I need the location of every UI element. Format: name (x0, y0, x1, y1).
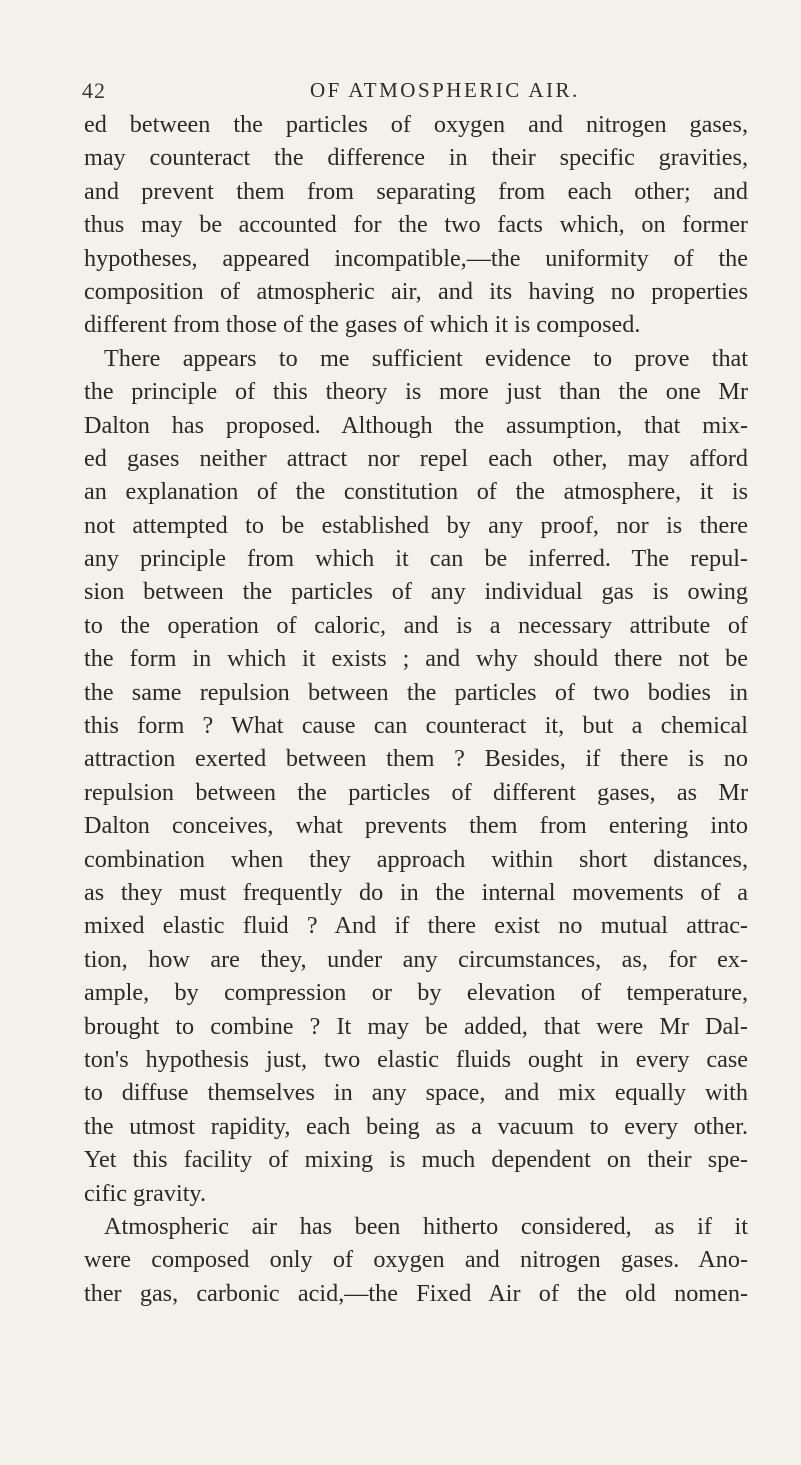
text-line: ton's hypothesis just, two elastic fluids ought in every case (84, 1045, 748, 1073)
text-line: and prevent them from separating from each other; and (84, 177, 748, 205)
text-line: combination when they approach within short distances, (84, 845, 748, 873)
text-line: an explanation of the constitution of the atmosphere, it is (84, 478, 748, 506)
text-line: Dalton conceives, what prevents them from entering into (84, 812, 748, 840)
text-line: not attempted to be established by any proof, nor is there (84, 511, 748, 539)
text-line: tion, how are they, under any circumstances, as, for ex- (84, 945, 748, 973)
text-line: to diffuse themselves in any space, and mix equally with (84, 1079, 748, 1107)
text-line: composition of atmospheric air, and its having no properties (84, 277, 748, 305)
text-line: the form in which it exists ; and why should there not be (84, 645, 748, 673)
text-line: Dalton has proposed. Although the assumption, that mix- (84, 411, 748, 439)
text-line: brought to combine ? It may be added, that were Mr Dal- (84, 1012, 748, 1040)
text-line: mixed elastic fluid ? And if there exist no mutual attrac- (84, 912, 748, 940)
text-line: were composed only of oxygen and nitrogen gases. Ano- (84, 1246, 748, 1274)
text-line: cific gravity. (84, 1179, 206, 1207)
text-line: the utmost rapidity, each being as a vacuum to every other. (84, 1112, 748, 1140)
text-line: ed gases neither attract nor repel each other, may afford (84, 444, 748, 472)
page-number: 42 (82, 78, 106, 103)
text-line: There appears to me sufficient evidence to prove that (104, 344, 748, 372)
text-line: hypotheses, appeared incompatible,—the uniformity of the (84, 244, 748, 272)
text-line: ample, by compression or by elevation of temperature, (84, 979, 748, 1007)
text-line: attraction exerted between them ? Besides, if there is no (84, 745, 748, 773)
body-text (84, 108, 748, 1310)
running-head-title: OF ATMOSPHERIC AIR. (310, 78, 580, 102)
text-line: Yet this facility of mixing is much dependent on their spe- (84, 1146, 748, 1174)
text-line: sion between the particles of any individual gas is owing (84, 578, 748, 606)
text-line: ther gas, carbonic acid,—the Fixed Air of the old nomen- (84, 1279, 748, 1307)
text-line: may counteract the difference in their specific gravities, (84, 144, 748, 172)
text-line: as they must frequently do in the internal movements of a (84, 878, 748, 906)
text-line: Atmospheric air has been hitherto considered, as if it (104, 1212, 748, 1240)
text-line: any principle from which it can be inferred. The repul- (84, 545, 748, 573)
text-line: the principle of this theory is more just than the one Mr (84, 378, 748, 406)
text-line: this form ? What cause can counteract it, but a chemical (84, 712, 748, 740)
text-line: the same repulsion between the particles of two bodies in (84, 678, 748, 706)
running-head (82, 78, 801, 108)
text-line: thus may be accounted for the two facts which, on former (84, 211, 748, 239)
text-line: ed between the particles of oxygen and nitrogen gases, (84, 111, 748, 138)
text-line: repulsion between the particles of different gases, as Mr (84, 778, 748, 806)
text-line: to the operation of caloric, and is a necessary attribute of (84, 611, 748, 639)
text-line: different from those of the gases of which it is composed. (84, 311, 641, 339)
